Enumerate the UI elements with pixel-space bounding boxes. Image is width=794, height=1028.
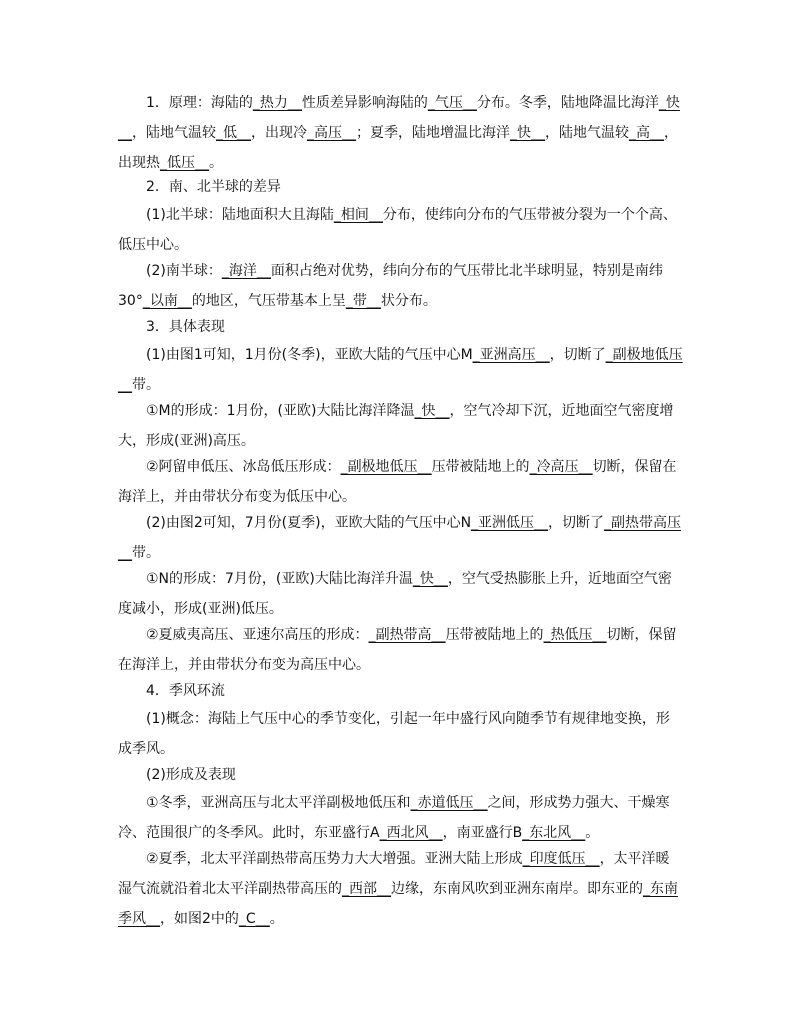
answer-blank: _副热带高压__ <box>118 515 682 561</box>
answer-blank: _东南季风__ <box>118 881 678 927</box>
text: (1)由图1可知，1月份(冬季)，亚欧大陆的气压中心M <box>146 347 473 363</box>
heading-formation-performance <box>118 760 683 790</box>
text: (2)由图2可知，7月份(夏季)，亚欧大陆的气压中心N <box>146 515 472 531</box>
text: 3．具体表现 <box>146 319 225 335</box>
answer-blank: _东北风__ <box>522 825 586 841</box>
text: 性质差异影响海陆的 <box>301 95 428 111</box>
text: ①M的形成：1月份，(亚欧)大陆比海洋降温 <box>146 403 415 419</box>
paragraph-hawaiian-azores-high <box>118 620 683 680</box>
text: ②夏威夷高压、亚速尔高压的形成： <box>146 627 369 643</box>
answer-blank: _冷高压__ <box>529 459 593 475</box>
paragraph-southern-hemisphere <box>118 256 683 316</box>
answer-blank: _印度低压__ <box>522 851 600 867</box>
answer-blank: _C__ <box>238 911 270 927</box>
text: (2)形成及表现 <box>146 767 236 783</box>
paragraph-aleutian-icelandic-low <box>118 452 683 512</box>
answer-blank: _亚洲低压__ <box>471 515 549 531</box>
paragraph-n-formation <box>118 564 683 624</box>
text: 带。 <box>132 545 160 561</box>
paragraph-summer <box>118 844 683 934</box>
text: 分布。冬季，陆地降温比海洋 <box>476 95 659 111</box>
text: (1)概念：海陆上气压中心的季节变化，引起一年中盛行风向随季节有规律地变换，形成季风。 <box>118 711 670 757</box>
answer-blank: _西部__ <box>342 881 391 897</box>
answer-blank: _副极地低压__ <box>118 347 683 393</box>
answer-blank: _热低压__ <box>543 627 607 643</box>
answer-blank: _高压__ <box>307 125 356 141</box>
heading-hemisphere-difference <box>118 172 683 202</box>
text: ②阿留申低压、冰岛低压形成： <box>146 459 341 475</box>
text: (1)北半球：陆地面积大且海陆 <box>146 207 334 223</box>
answer-blank: _以南__ <box>142 293 192 309</box>
text: 切断，保留在海洋上，并由带状分布变为低压中心。 <box>118 459 677 505</box>
text: 状分布。 <box>380 293 437 309</box>
text: ，空气冷却下沉，近地面空气密度增大，形成(亚洲)高压。 <box>118 403 674 449</box>
answer-blank: _快__ <box>412 571 448 587</box>
text: 。 <box>585 825 600 841</box>
answer-blank: _副极地低压__ <box>340 459 432 475</box>
text: 压带被陆地上的 <box>431 459 530 475</box>
text: ，陆地气温较 <box>545 125 629 141</box>
text: 1．原理：海陆的 <box>146 95 253 111</box>
paragraph-m-formation <box>118 396 683 456</box>
text: ；夏季，陆地增温比海洋 <box>356 125 510 141</box>
text: 带。 <box>132 377 160 393</box>
answer-blank: _海洋__ <box>221 263 271 279</box>
text: ，陆地气温较 <box>132 125 216 141</box>
text: 边缘，东南风吹到亚洲东南岸。即东亚的 <box>391 881 643 897</box>
answer-blank: _气压__ <box>427 95 477 111</box>
text: ，空气受热膨胀上升，近地面空气密度减小，形成(亚洲)低压。 <box>118 571 672 617</box>
text: 压带被陆地上的 <box>445 627 544 643</box>
answer-blank: _西北风__ <box>379 825 443 841</box>
text: 分布，使纬向分布的气压带被分裂为一个个高、低压中心。 <box>118 207 677 253</box>
paragraph-concept <box>118 704 683 764</box>
answer-blank: _快__ <box>414 403 450 419</box>
text: 之间，形成势力强大、干燥寒冷、范围很广的冬季风。此时，东亚盛行A <box>118 795 670 841</box>
paragraph-principle <box>118 88 683 178</box>
answer-blank: _带__ <box>345 293 381 309</box>
text: ，太平洋暖湿气流就沿着北太平洋副热带高压的 <box>118 851 670 897</box>
text: 的地区，气压带基本上呈 <box>191 293 346 309</box>
heading-monsoon-circulation <box>118 676 683 706</box>
text: 。 <box>269 911 284 927</box>
answer-blank: _热力__ <box>252 95 302 111</box>
answer-blank: _快__ <box>510 125 545 141</box>
paragraph-figure1 <box>118 340 683 400</box>
text: ，出现冷 <box>251 125 307 141</box>
text: (2)南半球： <box>146 263 222 279</box>
answer-blank: _副热带高__ <box>368 627 446 643</box>
text: ①冬季，亚洲高压与北太平洋副极地低压和 <box>146 795 411 811</box>
answer-blank: _相间__ <box>333 207 383 223</box>
text: ，南亚盛行B <box>442 825 523 841</box>
answer-blank: _低压__ <box>160 155 209 171</box>
text: 切断，保留在海洋上，并由带状分布变为高压中心。 <box>118 627 677 673</box>
text: 。 <box>209 155 223 171</box>
answer-blank: _赤道低压__ <box>410 795 488 811</box>
answer-blank: _高__ <box>629 125 664 141</box>
text: ①N的形成：7月份，(亚欧)大陆比海洋升温 <box>146 571 413 587</box>
paragraph-winter <box>118 788 683 848</box>
text: 2．南、北半球的差异 <box>146 179 281 195</box>
paragraph-figure2 <box>118 508 683 568</box>
text: ，出现热 <box>118 125 678 171</box>
text: ，切断了 <box>549 347 606 363</box>
text: ，切断了 <box>548 515 605 531</box>
text: 4．季风环流 <box>146 683 225 699</box>
text: 面积占绝对优势，纬向分布的气压带比北半球明显，特别是南纬30° <box>118 263 663 309</box>
text: ，如图2中的 <box>160 911 239 927</box>
answer-blank: _快__ <box>118 95 680 141</box>
heading-specific-performance <box>118 312 683 342</box>
answer-blank: _亚洲高压__ <box>472 347 550 363</box>
text: ②夏季，北太平洋副热带高压势力大大增强。亚洲大陆上形成 <box>146 851 523 867</box>
answer-blank: _低__ <box>216 125 251 141</box>
paragraph-northern-hemisphere <box>118 200 683 260</box>
